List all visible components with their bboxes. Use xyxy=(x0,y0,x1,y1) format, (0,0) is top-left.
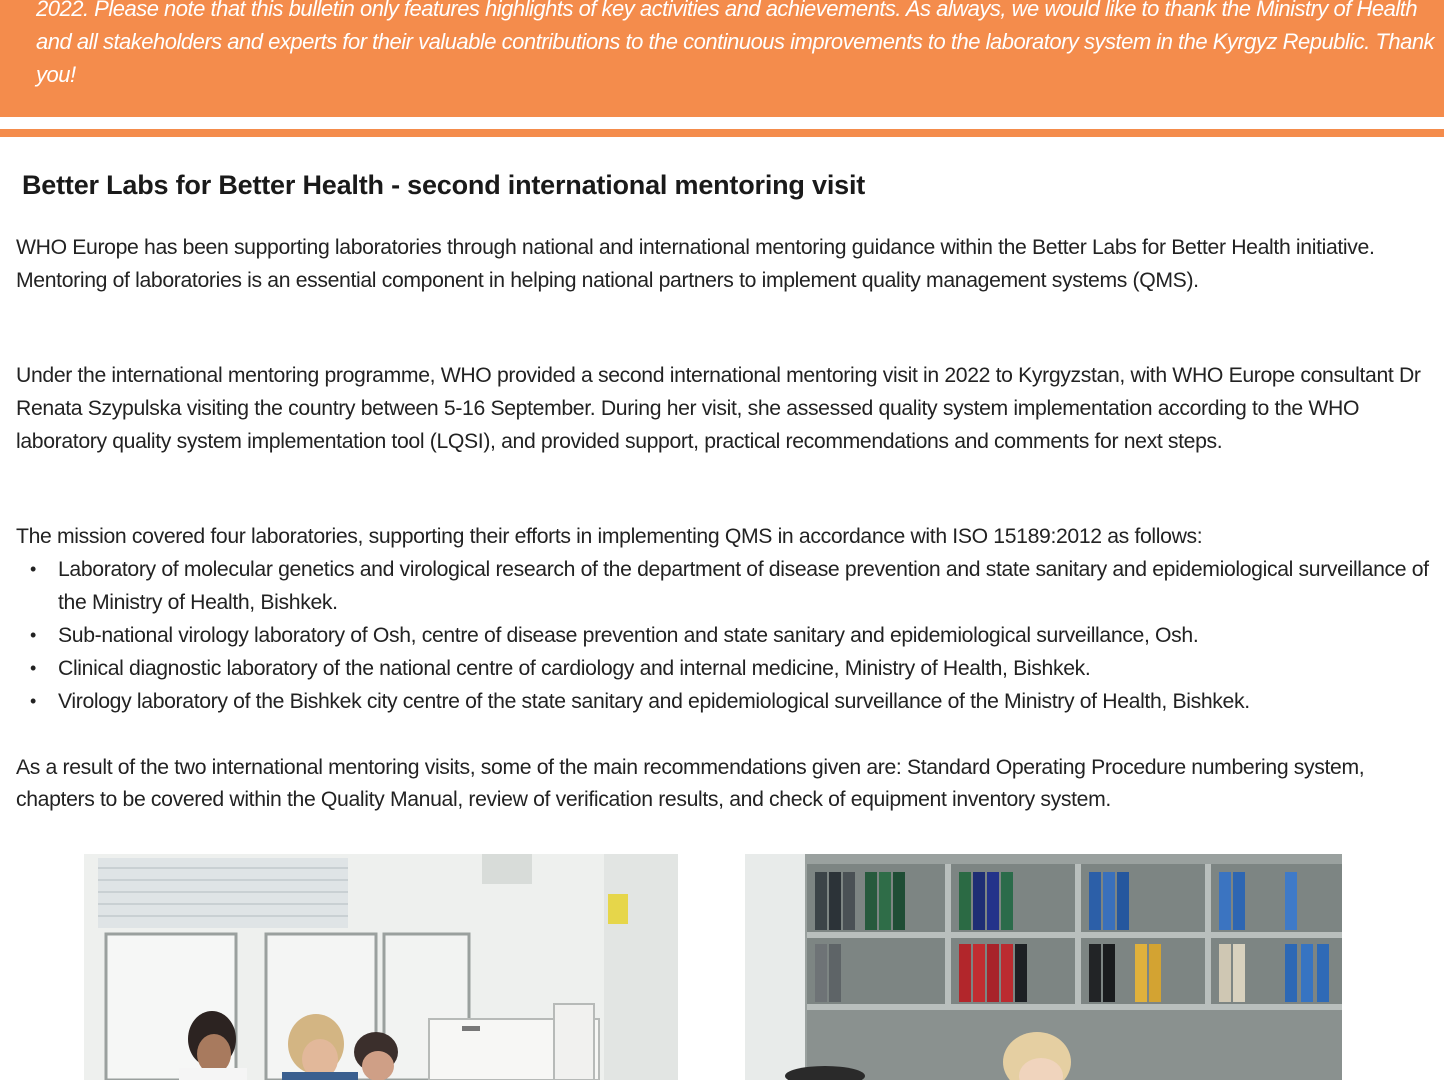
laboratory-list xyxy=(16,553,1431,718)
list-item xyxy=(16,553,1431,619)
list-item-text: Sub-national virology laboratory of Osh, centre of disease prevention and state sanitary and epidemiological surveillance, Osh. xyxy=(58,624,1199,647)
list-item xyxy=(16,652,1431,685)
paragraph-recommendations: As a result of the two international mentoring visits, some of the main recommendations given are: Standard Operating Procedure numbering system, chapters to be covered within the Quality Manual, review of verification results, and check of equipment inventory system. xyxy=(16,756,1365,811)
paragraph-visit: Under the international mentoring programme, WHO provided a second international mentoring visit in 2022 to Kyrgyzstan, with WHO Europe consultant Dr Renata Szypulska visiting the country between 5-16 September. During her visit, she assessed quality system implementation according to the WHO laboratory quality system implementation tool (LQSI), and provided support, practical recommendations and comments for next steps. xyxy=(16,364,1421,453)
paragraph-intro: WHO Europe has been supporting laboratories through national and international mentoring guidance within the Better Labs for Better Health initiative. Mentoring of laboratories is an essential component in helping national partners to implement quality management systems (QMS). xyxy=(16,236,1375,292)
paragraph-mission: The mission covered four laboratories, supporting their efforts in implementing QMS in accordance with ISO 15189:2012 as follows: xyxy=(16,525,1203,548)
bullet-icon: • xyxy=(30,559,36,579)
list-item-text: Virology laboratory of the Bishkek city centre of the state sanitary and epidemiological surveillance of the Ministry of Health, Bishkek. xyxy=(58,690,1250,713)
list-item-text: Clinical diagnostic laboratory of the national centre of cardiology and internal medicine, Ministry of Health, Bishkek. xyxy=(58,657,1091,680)
list-item-text: Laboratory of molecular genetics and virological research of the department of disease prevention and state sanitary and epidemiological surveillance of the Ministry of Health, Bishkek. xyxy=(58,558,1429,614)
article-title: Better Labs for Better Health - second international mentoring visit xyxy=(22,170,866,200)
intro-banner xyxy=(0,0,1444,117)
list-item xyxy=(16,685,1431,718)
bullet-icon: • xyxy=(30,691,36,711)
bullet-icon: • xyxy=(30,625,36,645)
lab-photo-right xyxy=(745,854,1342,1080)
bullet-icon: • xyxy=(30,658,36,678)
lab-photo-left xyxy=(84,854,678,1080)
banner-text: 2022. Please note that this bulletin only features highlights of key activities and achievements. As always, we would like to thank the Ministry of Health and all stakeholders and experts for their valuable contributions to the continuous improvements to the laboratory system in the Kyrgyz Republic. Thank you! xyxy=(36,0,1435,87)
list-item xyxy=(16,619,1431,652)
divider-stripe xyxy=(0,129,1444,137)
